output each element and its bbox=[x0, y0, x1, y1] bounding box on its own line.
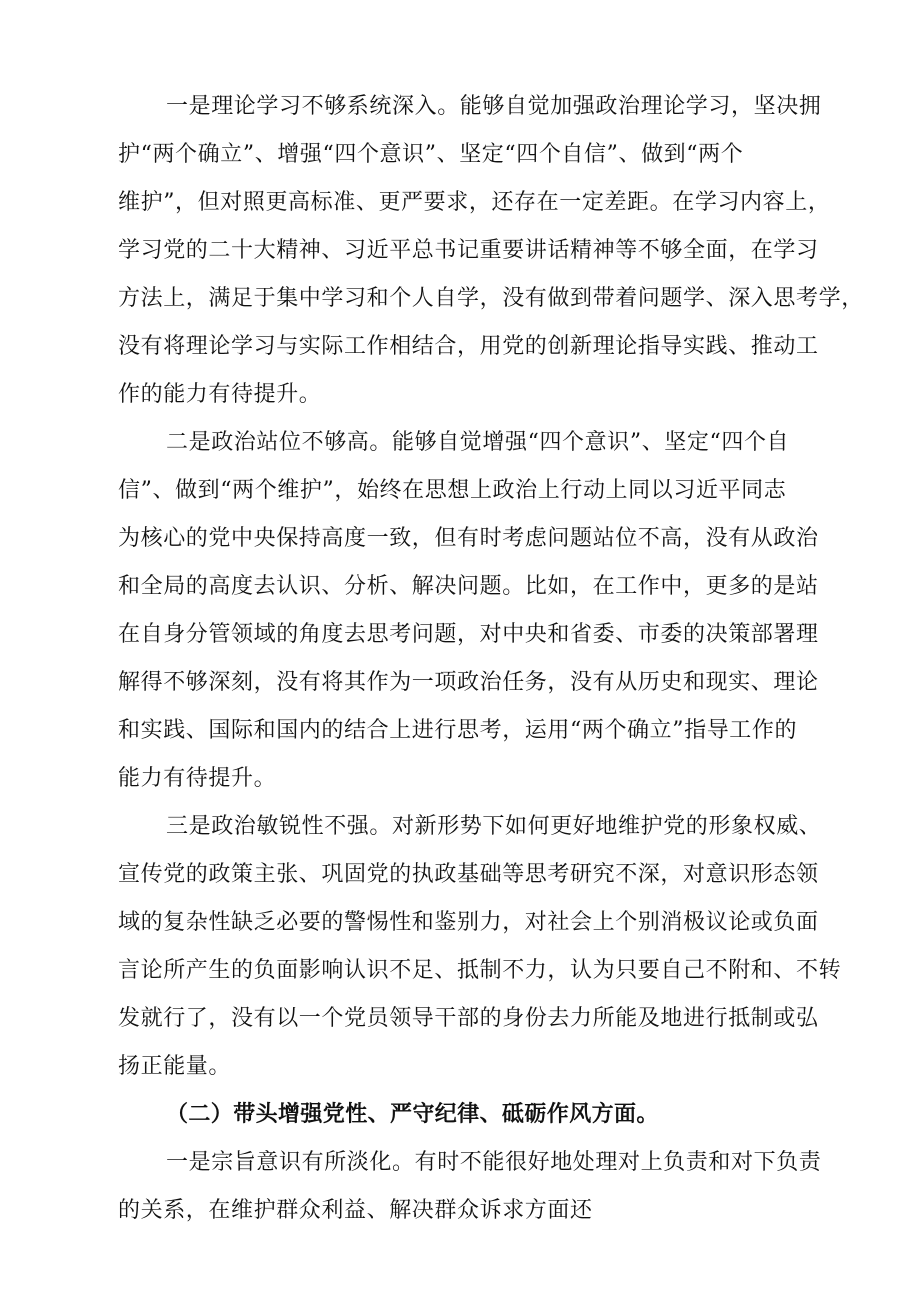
paragraph-2-line-5: 在自身分管领域的角度去思考问题，对中央和省委、市委的决策部署理 bbox=[118, 622, 819, 647]
paragraph-3-line-2: 宣传党的政策主张、巩固党的执政基础等思考研究不深，对意识形态领 bbox=[118, 862, 819, 887]
paragraph-2-line-6: 解得不够深刻，没有将其作为一项政治任务，没有从历史和现实、理论 bbox=[118, 670, 819, 695]
paragraph-2-line-3: 为核心的党中央保持高度一致，但有时考虑问题站位不高，没有从政治 bbox=[118, 526, 819, 551]
paragraph-2-line-8: 能力有待提升。 bbox=[118, 766, 277, 791]
paragraph-1-line-7: 作的能力有待提升。 bbox=[118, 382, 322, 407]
paragraph-1-line-4: 学习党的二十大精神、习近平总书记重要讲话精神等不够全面，在学习 bbox=[118, 238, 819, 263]
section-heading: （二）带头增强党性、严守纪律、砥砺作风方面。 bbox=[166, 1102, 659, 1127]
paragraph-1-line-1: 一是理论学习不够系统深入。能够自觉加强政治理论学习，坚决拥 bbox=[166, 94, 822, 119]
paragraph-2-line-2: 信”、做到“两个维护”，始终在思想上政治上行动上同以习近平同志 bbox=[118, 478, 787, 503]
paragraph-3-line-6: 扬正能量。 bbox=[118, 1054, 232, 1079]
paragraph-2-line-1: 二是政治站位不够高。能够自觉增强“四个意识”、坚定“四个自 bbox=[166, 430, 790, 455]
paragraph-3-line-5: 发就行了，没有以一个党员领导干部的身份去力所能及地进行抵制或弘 bbox=[118, 1006, 819, 1031]
paragraph-1-line-2: 护“两个确立”、增强“四个意识”、坚定“四个自信”、做到“两个 bbox=[118, 142, 744, 167]
paragraph-4-line-1: 一是宗旨意识有所淡化。有时不能很好地处理对上负责和对下负责 bbox=[166, 1150, 822, 1175]
paragraph-1-line-3: 维护”，但对照更高标准、更严要求，还存在一定差距。在学习内容上， bbox=[118, 190, 831, 215]
paragraph-4-line-2: 的关系，在维护群众利益、解决群众诉求方面还 bbox=[118, 1198, 593, 1223]
paragraph-3-line-3: 域的复杂性缺乏必要的警惕性和鉴别力，对社会上个别消极议论或负面 bbox=[118, 910, 819, 935]
paragraph-2-line-4: 和全局的高度去认识、分析、解决问题。比如，在工作中，更多的是站 bbox=[118, 574, 819, 599]
paragraph-2-line-7: 和实践、国际和国内的结合上进行思考，运用“两个确立”指导工作的 bbox=[118, 718, 798, 743]
paragraph-3-line-1: 三是政治敏锐性不强。对新形势下如何更好地维护党的形象权威、 bbox=[166, 814, 822, 839]
paragraph-3-line-4: 言论所产生的负面影响认识不足、抵制不力，认为只要自己不附和、不转 bbox=[118, 958, 842, 983]
paragraph-1-line-5: 方法上，满足于集中学习和个人自学，没有做到带着问题学、深入思考学， bbox=[118, 286, 864, 311]
paragraph-1-line-6: 没有将理论学习与实际工作相结合，用党的创新理论指导实践、推动工 bbox=[118, 334, 819, 359]
